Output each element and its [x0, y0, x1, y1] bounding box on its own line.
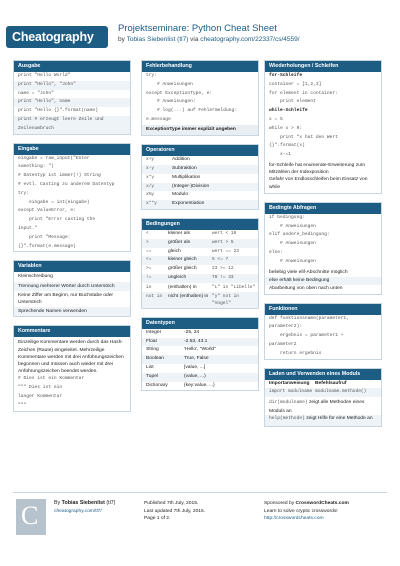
- sponsor-tagline: Learn to solve cryptic crosswords!: [264, 508, 338, 514]
- code-line: langer Kommentar: [18, 393, 63, 399]
- code-line: """ Dies ist ein: [18, 385, 63, 391]
- code-line: try:: [146, 73, 158, 78]
- table-header-row: Importanweisung Befehlsaufruf: [269, 380, 347, 386]
- code-line: except ValueError, e:: [18, 208, 76, 214]
- code-line: name = "John": [18, 90, 54, 96]
- table-row: x-y Subtraktion: [142, 165, 258, 174]
- table-row: String 'Hello', "World": [146, 347, 216, 353]
- author-link[interactable]: Tobias Siebenlist (tl7): [126, 36, 189, 43]
- code-line: print "Error casting the: [18, 217, 96, 223]
- code-line: ergebnis = parameter1 +: [269, 333, 344, 339]
- note-text: help(methode) zeigt Hilfe für eine Methode an: [265, 415, 381, 426]
- table-row: < kleiner als wert < 10: [146, 231, 237, 237]
- code-line: parameter2):: [269, 324, 303, 330]
- list-item: Trennung mehrerer Wörter durch Unterstrich: [14, 282, 130, 291]
- table-row: x**y Exponentiation: [142, 200, 258, 209]
- table-row: x/y (Integer-)Division: [142, 183, 258, 192]
- table-row: import modulname modulname.methode(): [265, 388, 381, 397]
- note-text: else erhält keine Bedingung: [265, 277, 381, 285]
- code-line: try:: [18, 190, 30, 196]
- logo-text: Cheatography: [12, 30, 94, 44]
- list-item: Sprechende Namen verwenden: [14, 307, 130, 316]
- code-line: e.message: [146, 116, 171, 122]
- sponsor-name[interactable]: CrosswordCheats.com: [295, 501, 349, 506]
- section-title: Bedingte Abfragen: [265, 203, 381, 214]
- code-line: except ExceptionType, e:: [146, 90, 213, 96]
- published-date: Published 7th July, 2015.: [144, 501, 199, 506]
- section-funktionen: [264, 303, 382, 360]
- table-row: x%y Modulo: [146, 192, 189, 198]
- code-line: print # erzeugt leere Zeile und: [14, 116, 130, 125]
- code-line: # log(...) auf Fehlermeldung:: [146, 108, 237, 114]
- code-line: print "x hat den Wert: [269, 134, 338, 140]
- table-row: Boolean True, False: [142, 355, 258, 364]
- note-text: for-Schleife hat enumerate-Erweiterung zum Mitzählen der Indexposition: [269, 162, 365, 176]
- footer-author-name[interactable]: Tobias Siebenlist: [61, 500, 105, 506]
- table-row: List [value, ...]: [146, 365, 206, 371]
- code-line: while-Schleife: [269, 108, 308, 114]
- code-line: print "Hello", "John": [14, 81, 130, 90]
- sheet-byline: by Tobias Siebenlist (tl7) via cheatography.com/22337/cs/4559/: [118, 36, 300, 43]
- table-row: Tupel (value, ...): [142, 373, 258, 382]
- section-datentypen: [141, 317, 259, 392]
- code-line: def funktionsname(parameter1,: [269, 315, 349, 321]
- table-row: >= größer gleich 23 >= 12: [146, 266, 234, 272]
- fehler-note: ExceptionType immer explizit angeben: [142, 125, 258, 136]
- code-line: # Anweisungen:: [146, 99, 196, 105]
- footer-author: By Tobias Siebenlist (tl7): [54, 500, 116, 506]
- table-row: Float -2.53, 43.1: [142, 338, 258, 347]
- section-kommentare: [13, 325, 131, 411]
- code-line: """: [18, 402, 27, 408]
- section-module: [264, 368, 382, 428]
- code-line: container = [1,2,3]: [269, 81, 322, 87]
- sheet-footer: [0, 492, 400, 566]
- table-row: in (enthalten) in "L" in "Libelle": [146, 284, 256, 290]
- cheatography-c-logo[interactable]: C: [16, 499, 46, 535]
- cheatography-logo[interactable]: [6, 26, 108, 48]
- section-operatoren: [141, 144, 259, 210]
- code-line: else:: [269, 249, 283, 255]
- table-row: x+y Addition: [146, 157, 190, 163]
- code-line: x = 5: [269, 116, 283, 122]
- code-line: print "Hello", name: [14, 98, 130, 107]
- sheet-header: [0, 0, 400, 54]
- table-row: Dictionary {key:value, ...}: [146, 382, 215, 388]
- section-title: Ausgabe: [14, 61, 130, 72]
- section-title: Funktionen: [265, 304, 381, 315]
- column-3: [264, 60, 382, 435]
- section-bedingungen: [141, 218, 259, 309]
- code-line: for-Schleife: [269, 73, 303, 78]
- section-title: Fehlerbehandlung: [142, 61, 258, 72]
- section-title: Operatoren: [142, 145, 258, 156]
- updated-date: Last updated 7th July, 2015.: [144, 508, 206, 514]
- code-line: elif andere_bedingung:: [269, 232, 330, 238]
- section-title: Kommentare: [14, 326, 130, 337]
- section-title: Laden und Verwenden eines Moduls: [265, 369, 381, 380]
- table-row: != ungleich 78 != 33: [142, 274, 258, 283]
- code-line: print "Hello {}".format(name): [18, 108, 98, 114]
- section-fehlerbehandlung: [141, 60, 259, 136]
- table-row: == gleich wert == 23: [146, 248, 240, 254]
- code-line: something: "): [18, 164, 54, 170]
- code-line: eingabe = int(eingabe): [18, 199, 90, 205]
- table-row: not in nicht (enthalten) in "y" not in "Vogel": [142, 292, 258, 308]
- column-2: [141, 60, 259, 399]
- section-eingabe: [13, 143, 131, 253]
- code-line: {}".format(x): [269, 143, 305, 149]
- section-ausgabe: [13, 60, 131, 135]
- table-row: > größer als wert > 5: [142, 239, 258, 248]
- sheet-url-link[interactable]: cheatography.com/22337/cs/4559/: [200, 36, 300, 43]
- code-line: # Anweisungen: [269, 223, 316, 229]
- footer-divider: [13, 492, 387, 493]
- code-line: print "Message:: [18, 234, 71, 240]
- section-title: Wiederholungen / Schleifen: [265, 61, 381, 72]
- section-title: Variablen: [14, 261, 130, 272]
- code-line: if bedingung:: [269, 214, 305, 220]
- page-number: Page 1 of 2.: [144, 516, 171, 521]
- code-line: # Anweisungen: [269, 258, 316, 264]
- list-item: Keine Ziffer am Beginn, nur Buchstabe oder Unterstrich: [18, 292, 114, 305]
- section-title: Datentypen: [142, 318, 258, 329]
- section-schleifen: [264, 60, 382, 194]
- note-text: dir(modulname) zeigt alle Methoden eines Moduls an: [269, 400, 365, 414]
- section-title: Bedingungen: [142, 219, 258, 230]
- code-line: return ergebnis: [269, 350, 322, 356]
- code-line: while x > 0:: [269, 125, 303, 131]
- table-row: <= kleiner gleich 5 <= 7: [142, 256, 258, 265]
- code-line: {}".format(e.message): [18, 243, 76, 249]
- code-line: x-=1: [269, 152, 292, 158]
- code-line: eingabe = raw_input("Enter: [18, 155, 90, 161]
- code-line: parameter2: [269, 341, 297, 347]
- column-1: [13, 60, 131, 420]
- code-line: input.": [18, 225, 38, 231]
- list-item: Kleinschreibung: [18, 274, 53, 280]
- code-line: print element: [269, 99, 316, 105]
- section-title: Eingabe: [14, 144, 130, 155]
- code-line: # Dies ist ein Kommentar: [18, 376, 85, 382]
- code-line: # Anweisungen: [269, 241, 316, 247]
- note-text: Gefahr von Endlosschleifen beim Einsatz von while: [269, 177, 368, 190]
- code-line: # evtl. Casting zu anderem Datentyp: [18, 181, 115, 187]
- section-bedingte-abfragen: [264, 202, 382, 295]
- code-line: Zeilenumbruch: [14, 125, 130, 134]
- code-line: print "Hello World": [18, 73, 71, 78]
- sheet-title: Projektseminare: Python Cheat Sheet: [118, 23, 277, 34]
- note-text: Abarbeitung von oben nach unten: [269, 285, 343, 291]
- footer-publication-info: [144, 500, 205, 523]
- kommentare-text: Einzeilige Kommentare werden durch das Hash-Zeichen (Raute) eingeleitet. Mehrzeilige Kommentare werden mit drei Anführungszeichen begonnen und müssen auch wieder mit drei Anführungszeichen beendet werden.: [18, 340, 124, 375]
- code-line: # Datentyp ist immer(!) String: [18, 173, 101, 179]
- sponsor-link[interactable]: http://crosswordcheats.com: [264, 516, 324, 521]
- table-row: Integer -25, 34: [146, 329, 200, 335]
- footer-author-link[interactable]: cheatography.com/tl7/: [54, 509, 102, 514]
- footer-sponsor: Sponsored by CrosswordCheats.com Learn to solve cryptic crosswords! http://crosswordcheats.com: [264, 501, 349, 521]
- section-variablen: [13, 260, 131, 317]
- code-line: # Anweisungen: [146, 81, 193, 87]
- note-text: beliebig viele elif-Abschnitte möglich: [269, 269, 348, 275]
- code-line: for element in container:: [269, 90, 338, 96]
- table-row: x*y Multiplikation: [146, 174, 201, 180]
